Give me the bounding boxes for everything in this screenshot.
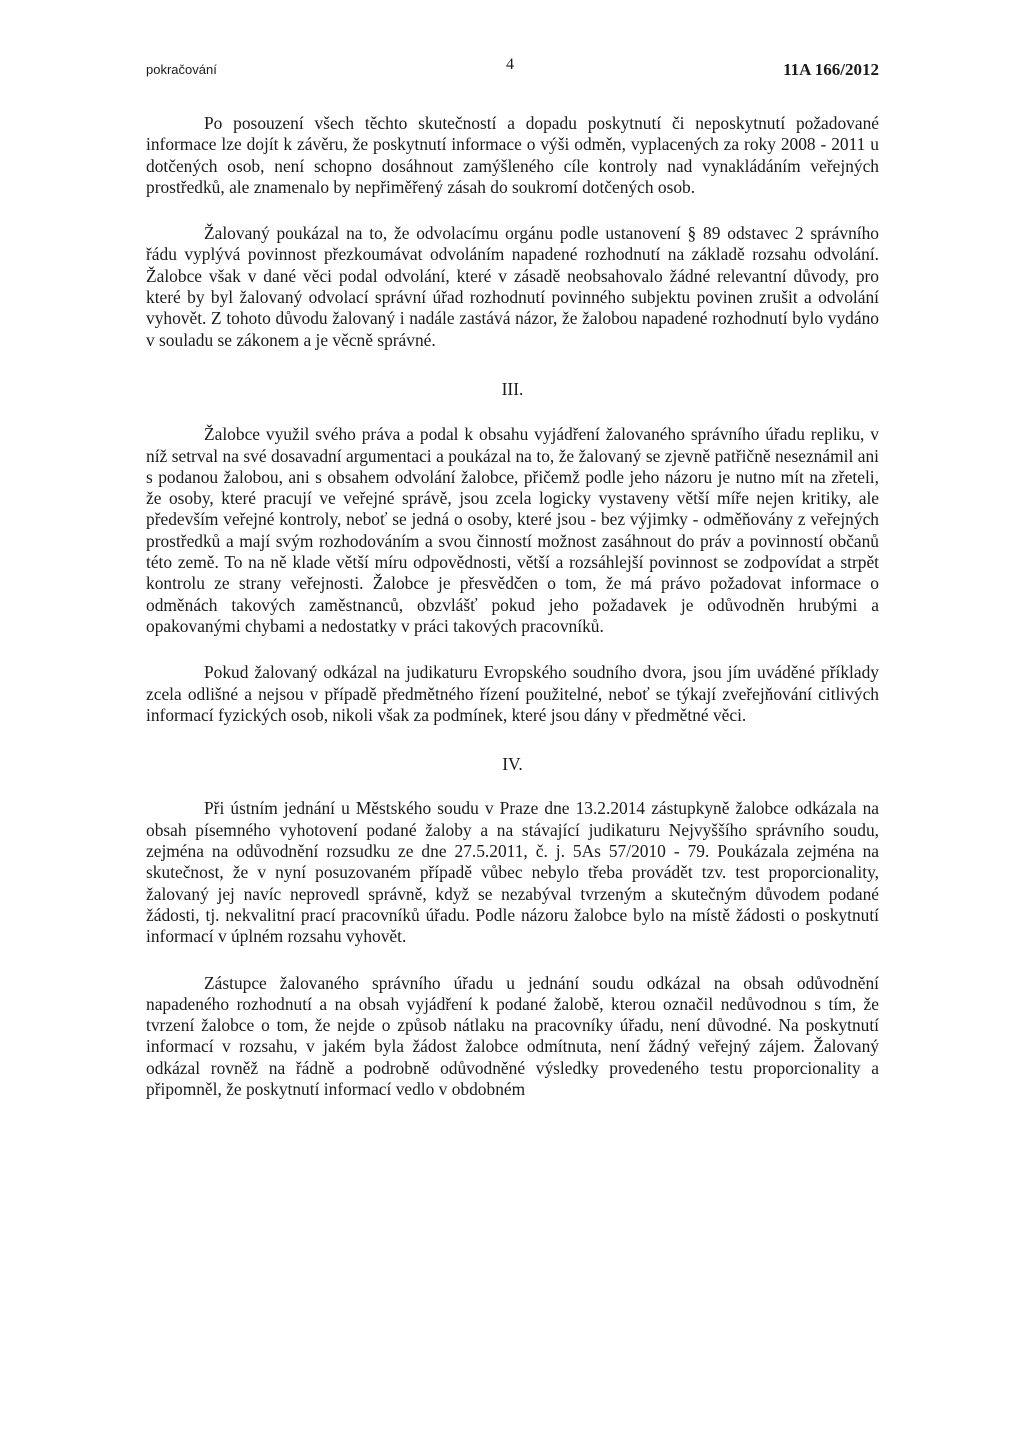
page-number: 4: [506, 56, 514, 73]
section-heading-iii: III.: [501, 378, 524, 399]
paragraph: Pokud žalovaný odkázal na judikaturu Evropského soudního dvora, jsou jím uváděné příklady zcela odlišné a nejsou v případě předmětného řízení použitelné, neboť se týkají zveřejňování citlivých informací fyzických osob, nikoli však za podmínek, které jsou dány v předmětné věci.: [146, 662, 879, 725]
continuation-label: pokračování: [146, 62, 217, 77]
case-number: 11A 166/2012: [783, 60, 879, 79]
paragraph: Při ústním jednání u Městského soudu v Praze dne 13.2.2014 zástupkyně žalobce odkázala na obsah písemného vyhotovení podané žaloby a na stávající judikaturu Nejvyššího správního soudu, zejména na odůvodnění rozsudku ze dne 27.5.2011, č. j. 5As 57/2010 - 79. Poukázala zejména na skutečnost, že v nyní posuzovaném případě vůbec nebylo třeba provádět tzv. test proporcionality, žalovaný jej navíc neprovedl správně, když se nezabýval tvrzeným a skutečným důvodem podané žádosti, tj. nekvalitní prací pracovníků úřadu. Podle názoru žalobce bylo na místě žádosti o poskytnutí informací v úplném rozsahu vyhovět.: [146, 798, 879, 947]
paragraph: Žalovaný poukázal na to, že odvolacímu orgánu podle ustanovení § 89 odstavec 2 správního řádu vyplývá povinnost přezkoumávat odvoláním napadené rozhodnutí na základě rozsahu odvolání. Žalobce však v dané věci podal odvolání, které v zásadě neobsahovalo žádné relevantní důvody, pro které by byl žalovaný odvolací správní úřad rozhodnutí povinného subjektu povinen zrušit a odvolání vyhovět. Z tohoto důvodu žalovaný i nadále zastává názor, že žalobou napadené rozhodnutí bylo vydáno v souladu se zákonem a je věcně správné.: [146, 223, 879, 350]
section-heading-iv: IV.: [502, 754, 523, 775]
paragraph: Žalobce využil svého práva a podal k obsahu vyjádření žalovaného správního úřadu repliku, v níž setrval na své dosavadní argumentaci a poukázal na to, že žalovaný se zjevně patřičně neseznámil ani s podanou žalobou, ani s obsahem odvolání žalobce, přičemž podle jeho názoru je nutno mít na zřeteli, že osoby, které pracují ve veřejné správě, jsou zcela logicky vystaveny větší míře nejen kritiky, ale především veřejné kontroly, neboť se jedná o osoby, které jsou - bez výjimky - odměňovány z veřejných prostředků a mají svým rozhodováním a svou činností možnost zasáhnout do práv a povinností občanů této země. To na ně klade větší míru odpovědnosti, větší a rozsáhlejší povinnost se zodpovídat a strpět kontrolu ze strany veřejnosti. Žalobce je přesvědčen o tom, že má právo požadovat informace o odměnách takových zaměstnanců, obzvlášť pokud jeho požadavek je odůvodněn hrubými a opakovanými chybami a nedostatky v práci takových pracovníků.: [146, 424, 879, 636]
paragraph: Zástupce žalovaného správního úřadu u jednání soudu odkázal na obsah odůvodnění napadeného rozhodnutí a na obsah vyjádření k podané žalobě, kterou označil nedůvodnou s tím, že tvrzení žalobce o tom, že nejde o způsob nátlaku na pracovníky úřadu, není důvodné. Na poskytnutí informací v rozsahu, v jakém byla žádost žalobce odmítnuta, není žádný veřejný zájem. Žalovaný odkázal rovněž na řádně a podrobně odůvodněné výsledky provedeného testu proporcionality a připomněl, že poskytnutí informací vedlo v obdobném: [146, 972, 879, 1099]
page-header: [146, 56, 879, 84]
paragraph: Po posouzení všech těchto skutečností a dopadu poskytnutí či neposkytnutí požadované informace lze dojít k závěru, že poskytnutí informace o výši odměn, vyplacených za roky 2008 - 2011 u dotčených osob, není schopno dosáhnout zamýšleného cíle kontroly nad vynakládáním veřejných prostředků, ale znamenalo by nepřiměřený zásah do soukromí dotčených osob.: [146, 113, 879, 197]
document-body: [146, 113, 879, 1100]
